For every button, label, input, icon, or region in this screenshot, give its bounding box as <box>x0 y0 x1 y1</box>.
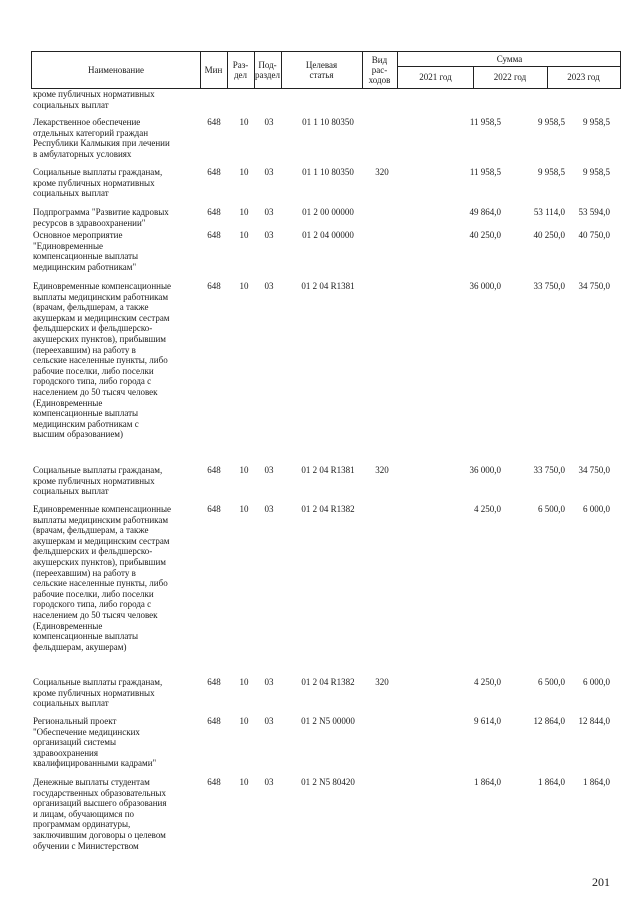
cell-podrazdel: 03 <box>264 677 274 687</box>
cell-name: Лекарственное обеспечение отдельных категорий граждан Республики Калмыкия при лечении в амбулаторных условиях <box>33 117 170 159</box>
cell-name: Денежные выплаты студентам государственных образовательных организаций высшего образования и лицам, обучающимся по программам ординатуры, заключившим договоры о целевом обучении с Министерством <box>33 777 167 851</box>
cell-s2023: 9 958,5 <box>583 167 610 177</box>
cell-min: 648 <box>207 207 221 217</box>
cell-s2022: 53 114,0 <box>533 207 565 217</box>
cell-s2023: 40 750,0 <box>578 230 610 240</box>
page-number: 201 <box>592 875 610 889</box>
cell-s2021: 4 250,0 <box>474 677 501 687</box>
cell-razdel: 10 <box>239 230 249 240</box>
header-name: Наименование <box>32 52 201 88</box>
cell-podrazdel: 03 <box>264 281 274 291</box>
cell-s2023: 53 594,0 <box>578 207 610 217</box>
cell-s2023: 34 750,0 <box>578 281 610 291</box>
header-year-2022: 2022 год <box>473 66 548 88</box>
table-header <box>31 51 621 89</box>
cell-s2022: 6 500,0 <box>538 677 565 687</box>
header-vid: Вид рас- ходов <box>362 52 398 88</box>
cell-name: Основное мероприятие "Единовременные компенсационные выплаты медицинским работникам" <box>33 230 139 272</box>
cell-name: Социальные выплаты гражданам, кроме публичных нормативных социальных выплат <box>33 677 163 709</box>
cell-podrazdel: 03 <box>264 117 274 127</box>
header-year-2021: 2021 год <box>398 66 474 88</box>
cell-razdel: 10 <box>239 504 249 514</box>
cell-podrazdel: 03 <box>264 167 274 177</box>
header-min: Мин <box>200 52 228 88</box>
cell-s2022: 9 958,5 <box>538 167 565 177</box>
header-podrazdel: Под- раздел <box>254 52 282 88</box>
cell-name: Подпрограмма "Развитие кадровых ресурсов в здравоохранении" <box>33 207 169 228</box>
cell-razdel: 10 <box>239 167 249 177</box>
cell-s2022: 12 864,0 <box>533 716 565 726</box>
cell-razdel: 10 <box>239 677 249 687</box>
cell-s2022: 40 250,0 <box>533 230 565 240</box>
cell-podrazdel: 03 <box>264 465 274 475</box>
cell-s2021: 1 864,0 <box>474 777 501 787</box>
cell-podrazdel: 03 <box>264 230 274 240</box>
cell-s2021: 36 000,0 <box>469 281 501 291</box>
cell-s2021: 49 864,0 <box>469 207 501 217</box>
cell-min: 648 <box>207 777 221 787</box>
cell-target: 01 1 10 80350 <box>302 167 354 177</box>
cell-s2023: 12 844,0 <box>578 716 610 726</box>
cell-name: Региональный проект "Обеспечение медицинских организаций системы здравоохранения квалифицированными кадрами" <box>33 716 157 769</box>
cell-min: 648 <box>207 504 221 514</box>
cell-target: 01 2 N5 80420 <box>301 777 355 787</box>
cell-s2023: 1 864,0 <box>583 777 610 787</box>
cell-target: 01 2 04 R1382 <box>301 677 355 687</box>
cell-razdel: 10 <box>239 716 249 726</box>
cell-target: 01 2 04 00000 <box>302 230 354 240</box>
cell-min: 648 <box>207 167 221 177</box>
cell-s2022: 6 500,0 <box>538 504 565 514</box>
cell-razdel: 10 <box>239 281 249 291</box>
cell-min: 648 <box>207 117 221 127</box>
cell-s2021: 9 614,0 <box>474 716 501 726</box>
cell-vid: 320 <box>375 167 389 177</box>
cell-target: 01 1 10 80350 <box>302 117 354 127</box>
cell-s2023: 6 000,0 <box>583 677 610 687</box>
cell-name: Единовременные компенсационные выплаты медицинским работникам (врачам, фельдшерам, а также акушеркам и медицинским сестрам фельдшерских и фельдшерско- акушерских пунктов), прибывшим (переехавшим) на работу в сельские населенные пункты, либо рабочие поселки, либо поселки городского типа, либо города с населением до 50 тысяч человек (Единовременные компенсационные выплаты фельдшерам, акушерам) <box>33 504 172 652</box>
cell-target: 01 2 04 R1381 <box>301 465 355 475</box>
cell-target: 01 2 04 R1382 <box>301 504 355 514</box>
cell-s2021: 36 000,0 <box>469 465 501 475</box>
cell-s2022: 33 750,0 <box>533 281 565 291</box>
header-year-2023: 2023 год <box>567 72 600 82</box>
cell-min: 648 <box>207 281 221 291</box>
cell-podrazdel: 03 <box>264 504 274 514</box>
cell-s2021: 40 250,0 <box>469 230 501 240</box>
cell-podrazdel: 03 <box>264 207 274 217</box>
cell-razdel: 10 <box>239 207 249 217</box>
cell-name: Социальные выплаты гражданам, кроме публичных нормативных социальных выплат <box>33 167 163 199</box>
header-target: Целевая статья <box>281 52 363 88</box>
cell-target: 01 2 04 R1381 <box>301 281 355 291</box>
cell-name: Социальные выплаты гражданам, кроме публичных нормативных социальных выплат <box>33 465 163 497</box>
cell-name: кроме публичных нормативных социальных выплат <box>33 89 155 110</box>
cell-s2022: 33 750,0 <box>533 465 565 475</box>
cell-s2021: 4 250,0 <box>474 504 501 514</box>
cell-min: 648 <box>207 230 221 240</box>
header-summa: Сумма <box>398 52 621 67</box>
cell-podrazdel: 03 <box>264 716 274 726</box>
cell-min: 648 <box>207 465 221 475</box>
cell-s2023: 9 958,5 <box>583 117 610 127</box>
cell-target: 01 2 00 00000 <box>302 207 354 217</box>
cell-razdel: 10 <box>239 777 249 787</box>
cell-podrazdel: 03 <box>264 777 274 787</box>
cell-razdel: 10 <box>239 465 249 475</box>
cell-target: 01 2 N5 00000 <box>301 716 355 726</box>
cell-razdel: 10 <box>239 117 249 127</box>
cell-s2023: 6 000,0 <box>583 504 610 514</box>
cell-s2022: 9 958,5 <box>538 117 565 127</box>
cell-s2021: 11 958,5 <box>469 117 501 127</box>
cell-vid: 320 <box>375 677 389 687</box>
cell-name: Единовременные компенсационные выплаты медицинским работникам (врачам, фельдшерам, а также акушеркам и медицинским сестрам фельдшерских и фельдшерско- акушерских пунктов), прибывшим (переехавшим) на работу в сельские населенные пункты, либо рабочие поселки, либо поселки городского типа, либо города с населением до 50 тысяч человек (Единовременные компенсационные выплаты медицинским работникам с высшим образованием) <box>33 281 172 440</box>
cell-min: 648 <box>207 716 221 726</box>
cell-min: 648 <box>207 677 221 687</box>
cell-vid: 320 <box>375 465 389 475</box>
cell-s2022: 1 864,0 <box>538 777 565 787</box>
header-razdel: Раз- дел <box>227 52 255 88</box>
cell-s2023: 34 750,0 <box>578 465 610 475</box>
cell-s2021: 11 958,5 <box>469 167 501 177</box>
